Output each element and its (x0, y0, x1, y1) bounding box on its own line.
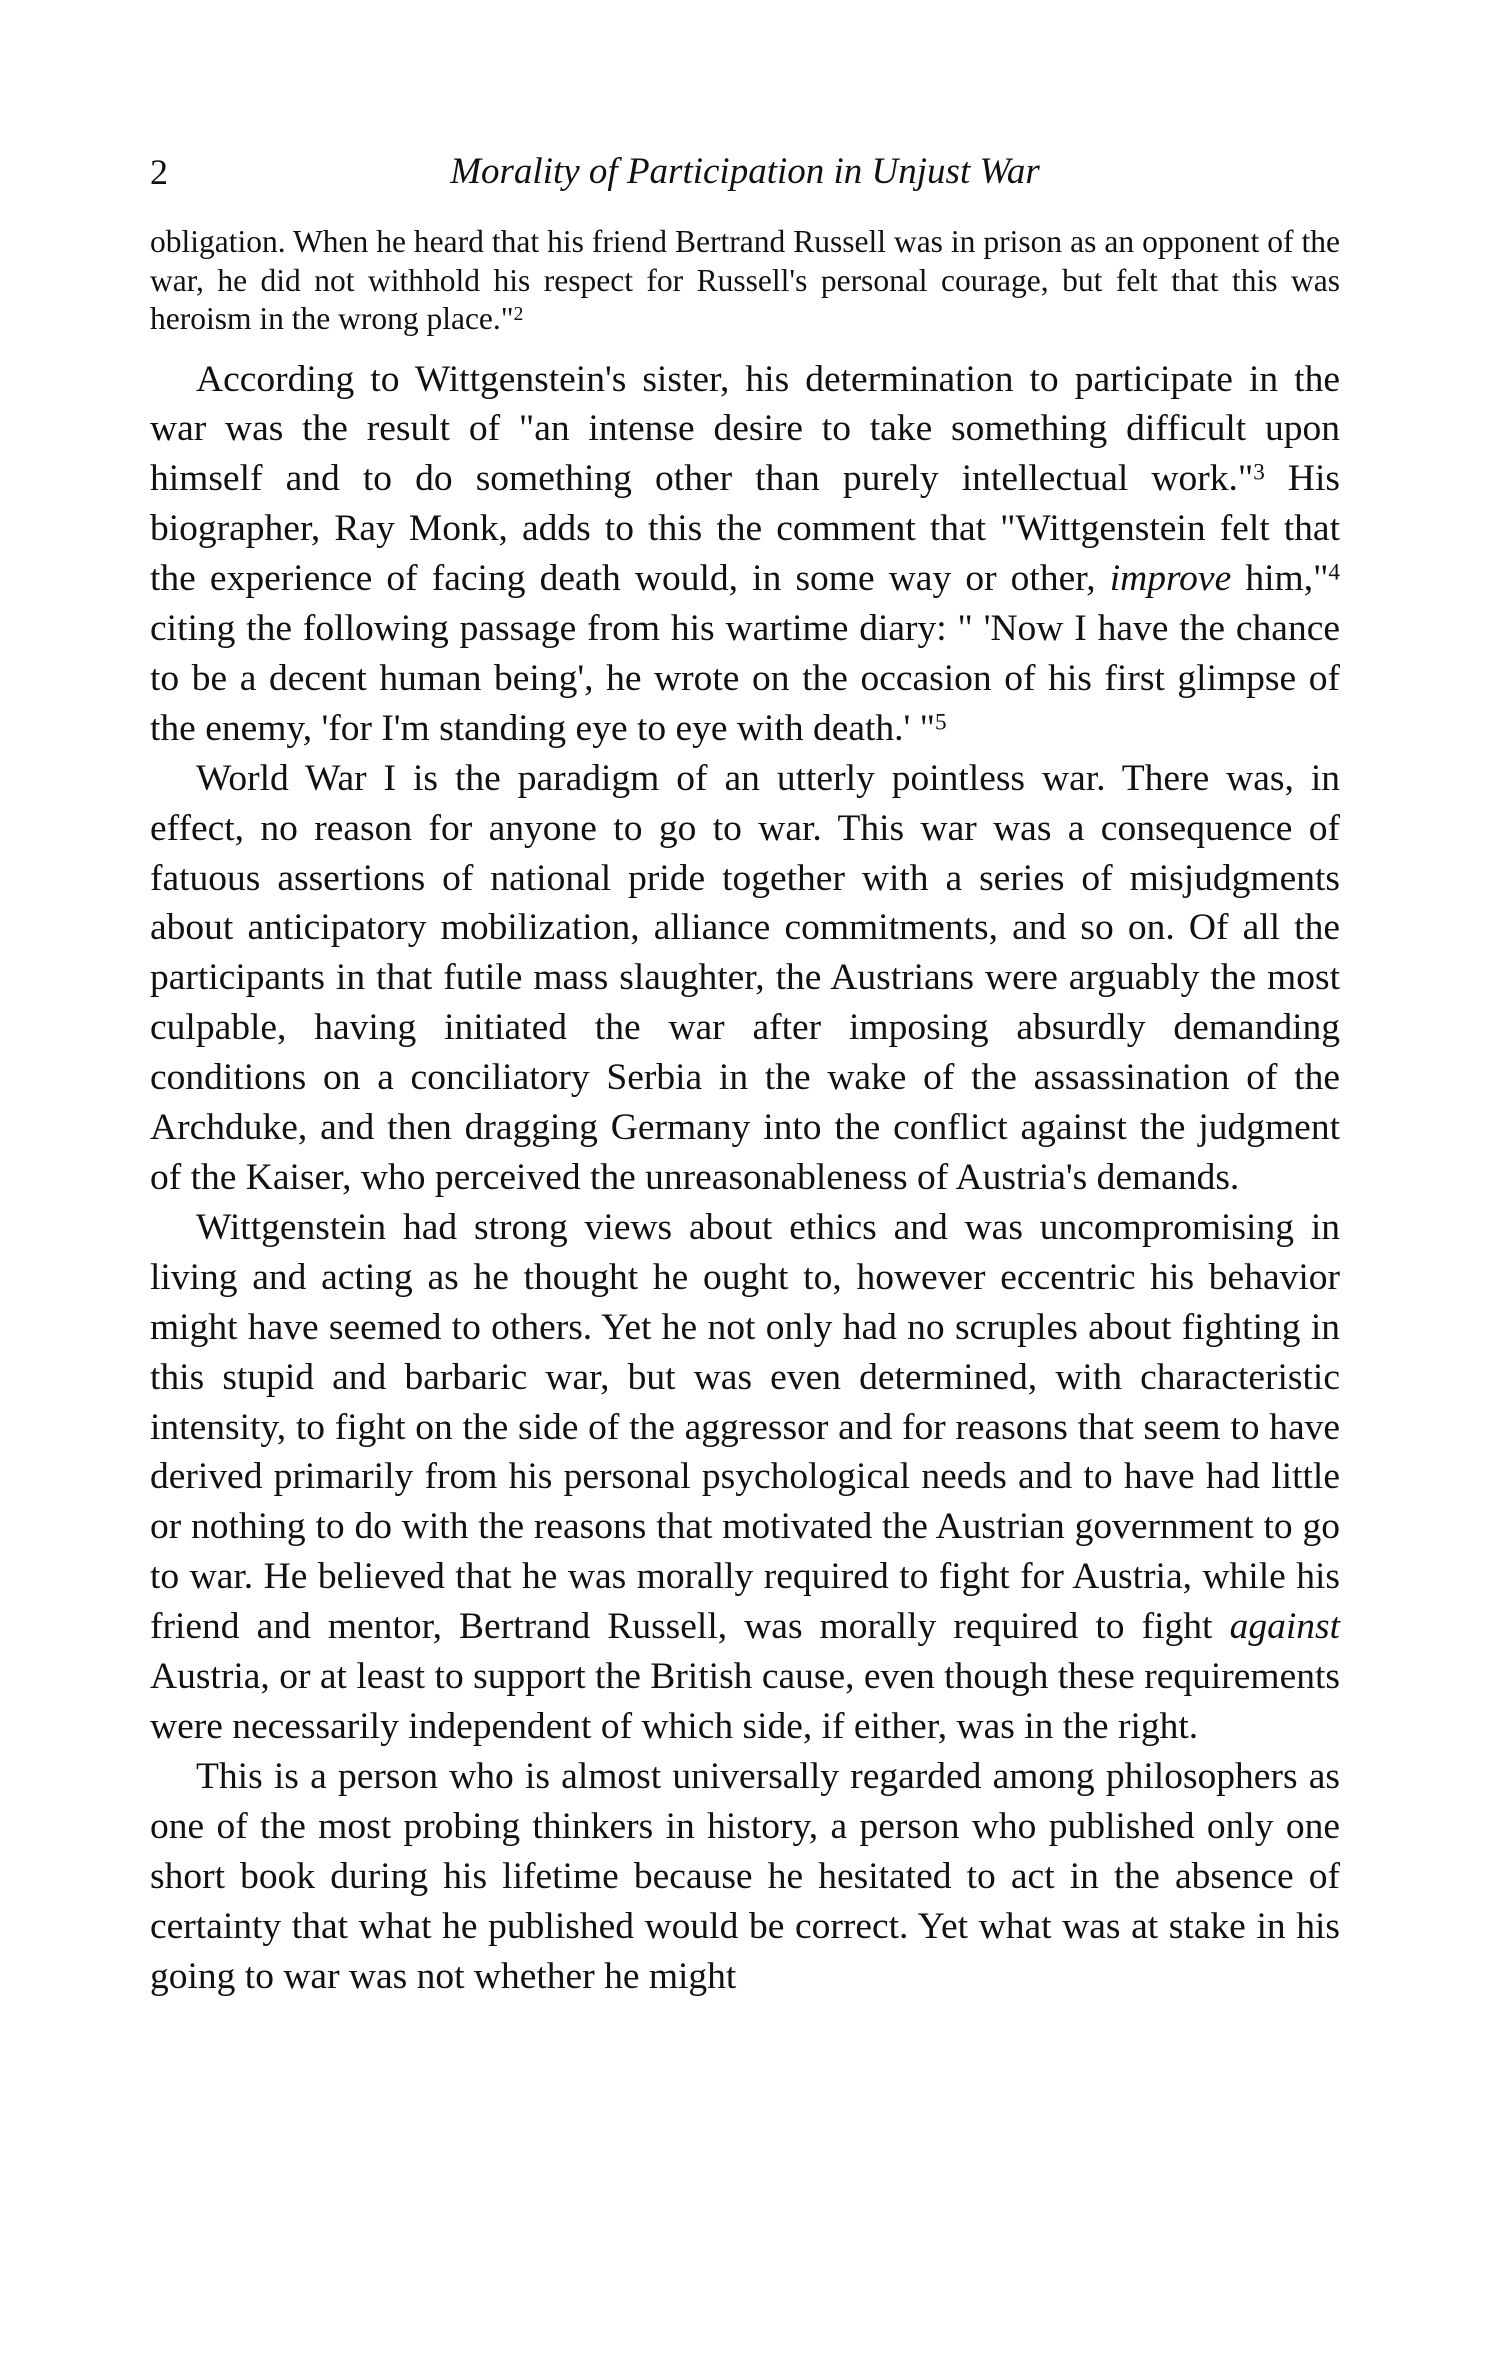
block-quote-text: obligation. When he heard that his friend Bertrand Russell was in prison as an opponent of the war, he did not withhold his respect for Russell's personal courage, but felt that this was heroism in the wrong place." (150, 224, 1340, 336)
running-head: Morality of Participation in Unjust War (450, 151, 1040, 192)
paragraph-4: This is a person who is almost universally regarded among philosophers as one of the most probing thinkers in history, a person who published only one short book during his lifetime because he hesitated to act in the absence of certainty that what he published would be correct. Yet what was at stake in his going to war was not whether he might (150, 1755, 1340, 1997)
footnote-marker: 2 (513, 304, 524, 326)
page-header (150, 148, 1340, 198)
paragraph-1-text-a: According to Wittgenstein's sister, his determination to participate in the war was the result of "an intense desire to take something difficult upon himself and to do something other than purely intellectual work." (150, 358, 1340, 500)
paragraph-2: World War I is the paradigm of an utterly pointless war. There was, in effect, no reason for anyone to go to war. This war was a consequence of fatuous assertions of national pride together with a series of misjudgments about anticipatory mobilization, alliance commitments, and so on. Of all the participants in that futile mass slaughter, the Austrians were arguably the most culpable, having initiated the war after imposing absurdly demanding conditions on a conciliatory Serbia in the wake of the assassination of the Archduke, and then dragging Germany into the conflict against the judgment of the Kaiser, who perceived the unreasonableness of Austria's demands. (150, 757, 1340, 1198)
emphasis-improve: improve (1109, 558, 1232, 600)
emphasis-against: against (1229, 1606, 1340, 1648)
paragraph-1-text-b: His biographer, Ray Monk, adds to this the comment that "Wittgenstein felt that the experience of facing death would, in some way or other, (150, 458, 1341, 600)
page-body (150, 223, 1340, 2001)
block-quote (150, 223, 1340, 339)
page-number: 2 (150, 152, 168, 192)
paragraph-1 (150, 355, 1340, 754)
footnote-marker: 5 (935, 709, 947, 736)
footnote-marker: 4 (1328, 559, 1340, 586)
paragraph-3 (150, 1203, 1340, 1752)
paragraph-1-text-c: him," (1231, 558, 1329, 600)
paragraph-1-text-d: citing the following passage from his wartime diary: " 'Now I have the chance to be a decent human being', he wrote on the occasion of his first glimpse of the enemy, 'for I'm standing eye to eye with death.' " (150, 608, 1340, 749)
paragraph-3-text-b: Austria, or at least to support the British cause, even though these requirements were necessarily independent of which side, if either, was in the right. (150, 1656, 1340, 1747)
footnote-marker: 3 (1253, 459, 1265, 486)
paragraph-3-text-a: Wittgenstein had strong views about ethics and was uncompromising in living and acting as he thought he ought to, however eccentric his behavior might have seemed to others. Yet he not only had no scruples about fighting in this stupid and barbaric war, but was even determined, with characteristic intensity, to fight on the side of the aggressor and for reasons that seem to have derived primarily from his personal psychological needs and to have had little or nothing to do with the reasons that motivated the Austrian government to go to war. He believed that he was morally required to fight for Austria, while his friend and mentor, Bertrand Russell, was morally required to fight (150, 1206, 1340, 1648)
